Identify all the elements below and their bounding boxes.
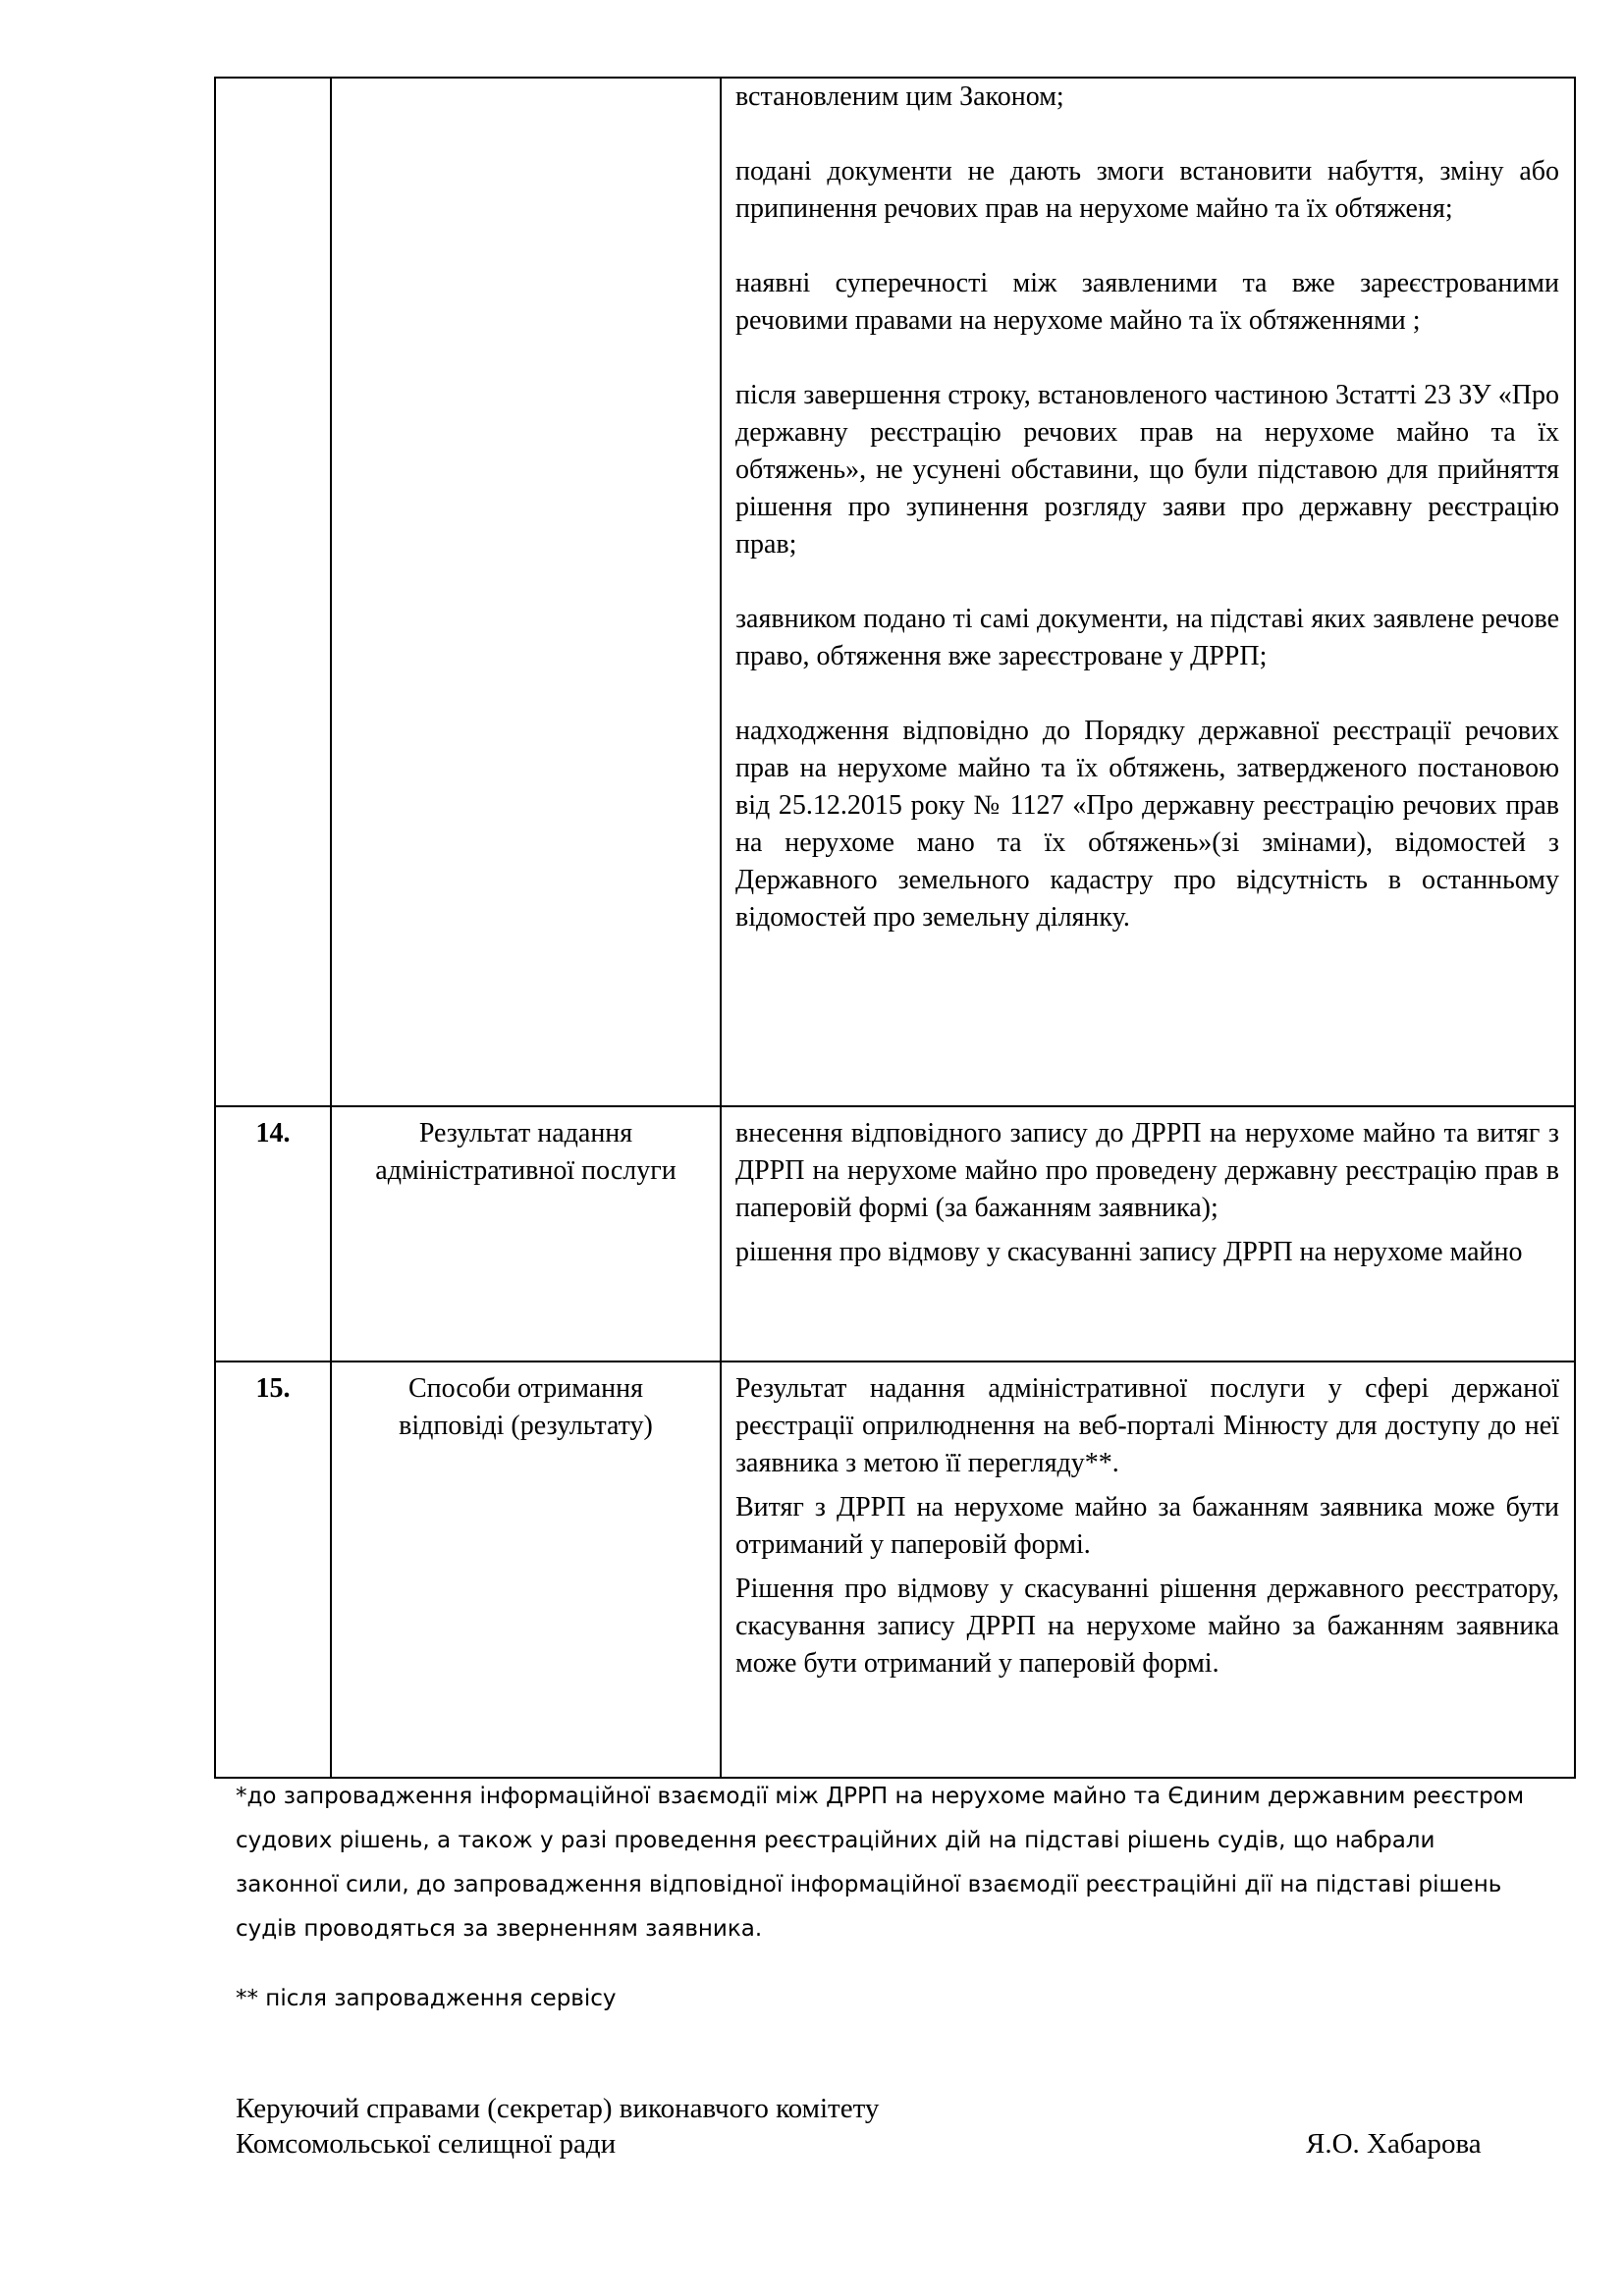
row-label: Способи отримання відповіді (результату): [331, 1362, 721, 1778]
footnote-1: *до запровадження інформаційної взаємодії між ДРРП на нерухоме майно та Єдиним державним реєстром судових рішень, а також у разі проведення реєстраційних дій на підставі рішень судів, що набрали законної сили, до запровадження відповідної інформаційної взаємодії реєстраційні дії на підставі рішень судів проводяться за зверненням заявника.: [236, 1784, 1525, 1942]
refusal-ground-paragraph: надходження відповідно до Порядку державної реєстрації речових прав на нерухоме майно та їх обтяжень, затвердженого постановою від 25.12.2015 року № 1127 «Про державну реєстрацію речових прав на нерухоме мано та їх обтяжень»(зі змінами), відомостей з Державного земельного кадастру про відсутність в останньому відомостей про земельну ділянку.: [735, 716, 1559, 933]
delivery-paragraph: Результат надання адміністративної послуги у сфері держаної реєстрації оприлюднення на веб-порталі Мінюсту для доступу до неї заявника з метою її перегляду**.: [735, 1373, 1559, 1478]
signature-title-line-1: Керуючий справами (секретар) виконавчого комітету: [236, 2093, 880, 2124]
table-row-14: [215, 1106, 1575, 1362]
refusal-ground-paragraph: наявні суперечності між заявленими та вже зареєстрованими речовими правами на нерухоме майно та їх обтяженнями ;: [735, 268, 1559, 336]
cell-refusal-grounds: [721, 78, 1575, 1106]
cell-label-empty: [331, 78, 721, 1106]
refusal-ground-paragraph: заявником подано ті самі документи, на підставі яких заявлене речове право, обтяження вже зареєстроване у ДРРП;: [735, 604, 1559, 671]
refusal-ground-paragraph: встановленим цим Законом;: [735, 81, 1064, 112]
result-paragraph: рішення про відмову у скасуванні запису ДРРП на нерухоме майно: [735, 1237, 1523, 1267]
cell-result: [721, 1106, 1575, 1362]
row-number: 15.: [215, 1362, 331, 1778]
cell-number-empty: [215, 78, 331, 1106]
cell-delivery-methods: [721, 1362, 1575, 1778]
table-row-15: [215, 1362, 1575, 1778]
footnote-2: ** після запровадження сервісу: [236, 1986, 617, 2011]
delivery-paragraph: Рішення про відмову у скасуванні рішення державного реєстратору, скасування запису ДРРП на нерухоме майно за бажанням заявника може бути отриманий у паперовій формі.: [735, 1574, 1559, 1679]
refusal-ground-paragraph: подані документи не дають змоги встановити набуття, зміну або припинення речових прав на нерухоме майно та їх обтяженя;: [735, 156, 1559, 224]
row-label: Результат надання адміністративної послуги: [331, 1106, 721, 1362]
delivery-paragraph: Витяг з ДРРП на нерухоме майно за бажанням заявника може бути отриманий у паперовій формі.: [735, 1492, 1559, 1560]
refusal-ground-paragraph: після завершення строку, встановленого частиною 3статті 23 ЗУ «Про державну реєстрацію речових прав на нерухоме майно та їх обтяжень», не усунені обставини, що були підставою для прийняття рішення про зупинення розгляду заяви про державну реєстрацію прав;: [735, 380, 1559, 560]
table-row-continued: [215, 78, 1575, 1106]
signature-name: Я.О. Хабарова: [1306, 2128, 1482, 2160]
result-paragraph: внесення відповідного запису до ДРРП на нерухоме майно та витяг з ДРРП на нерухоме майно про проведену державну реєстрацію прав в паперовій формі (за бажанням заявника);: [735, 1118, 1559, 1223]
signature-title-line-2: Комсомольської селищної ради: [236, 2128, 617, 2160]
row-number: 14.: [215, 1106, 331, 1362]
service-info-table: [214, 77, 1576, 1779]
